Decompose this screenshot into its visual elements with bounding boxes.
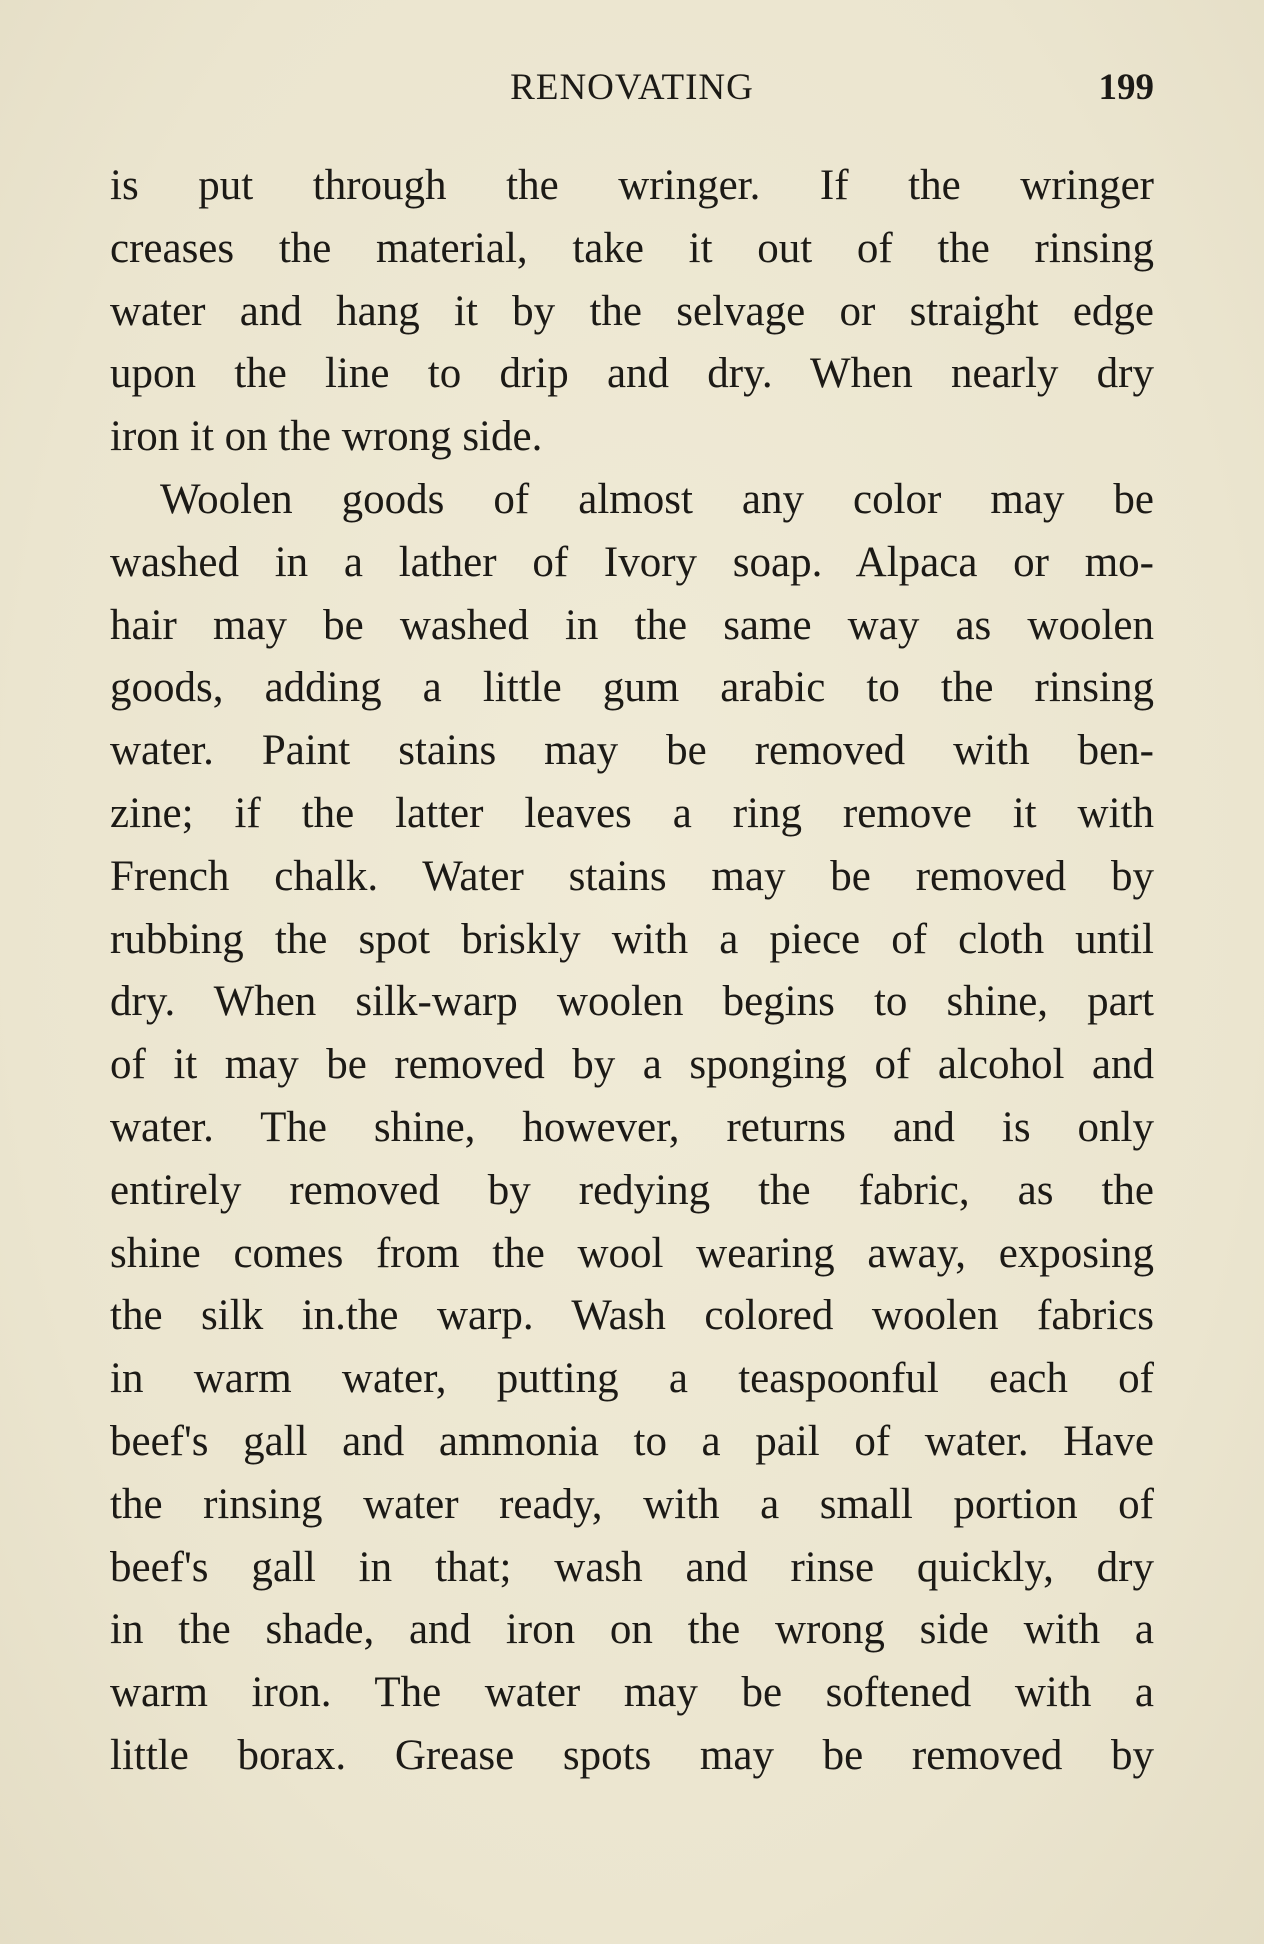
- text-line: entirely removed by redying the fabric, as the: [110, 1166, 1154, 1214]
- running-head: RENOVATING: [510, 67, 754, 108]
- text-line: shine comes from the wool wearing away, exposing: [110, 1229, 1154, 1277]
- text-line: beef's gall and ammonia to a pail of water. Have: [110, 1417, 1154, 1465]
- text-line: beef's gall in that; wash and rinse quickly, dry: [110, 1543, 1154, 1591]
- text-line: is put through the wringer. If the wringer: [110, 162, 1154, 209]
- text-line: Woolen goods of almost any color may be: [160, 475, 1154, 523]
- text-line: French chalk. Water stains may be removed by: [110, 852, 1154, 900]
- text-line: little borax. Grease spots may be removed by: [110, 1731, 1154, 1779]
- text-line: water. The shine, however, returns and is only: [110, 1103, 1154, 1151]
- text-line: the silk in.the warp. Wash colored woolen fabrics: [110, 1292, 1154, 1340]
- text-line: washed in a lather of Ivory soap. Alpaca or mo-: [110, 538, 1154, 586]
- body-text: [110, 155, 1154, 1788]
- text-line: iron it on the wrong side.: [110, 413, 543, 461]
- text-line: dry. When silk-warp woolen begins to shine, part: [110, 978, 1154, 1026]
- text-line: in warm water, putting a teaspoonful each of: [110, 1355, 1154, 1403]
- page-number: 199: [1098, 67, 1154, 108]
- text-line: water and hang it by the selvage or straight edge: [110, 287, 1154, 335]
- text-line: creases the material, take it out of the rinsing: [110, 224, 1154, 272]
- text-line: of it may be removed by a sponging of alcohol and: [110, 1041, 1154, 1089]
- text-line: goods, adding a little gum arabic to the rinsing: [110, 664, 1154, 712]
- text-line: zine; if the latter leaves a ring remove it with: [110, 789, 1154, 837]
- text-line: warm iron. The water may be softened with a: [110, 1669, 1154, 1717]
- text-line: hair may be washed in the same way as woolen: [110, 601, 1154, 649]
- text-line: rubbing the spot briskly with a piece of cloth until: [110, 915, 1154, 963]
- page-header: [110, 66, 1154, 116]
- text-line: water. Paint stains may be removed with ben-: [110, 727, 1154, 775]
- text-line: upon the line to drip and dry. When nearly dry: [110, 350, 1154, 398]
- text-line: in the shade, and iron on the wrong side with a: [110, 1606, 1154, 1654]
- text-line: the rinsing water ready, with a small portion of: [110, 1480, 1154, 1528]
